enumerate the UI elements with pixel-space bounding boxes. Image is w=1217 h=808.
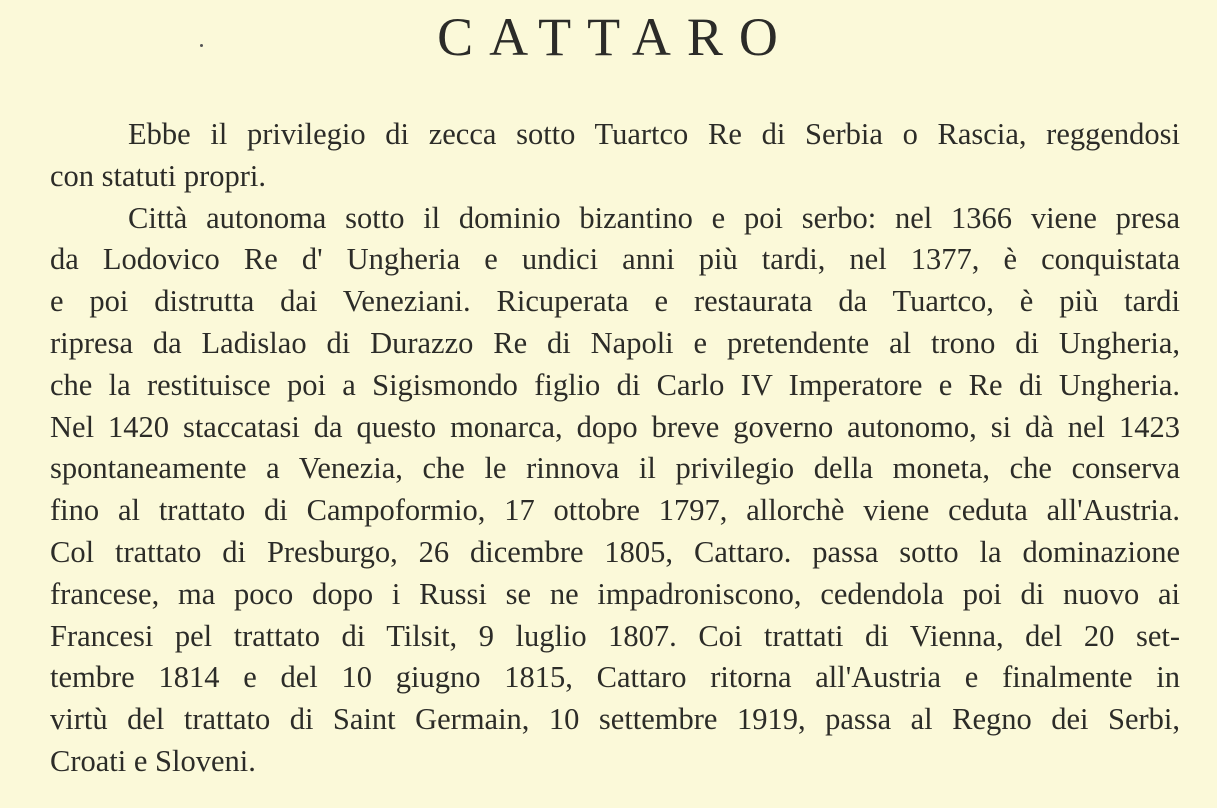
text-line: francese, ma poco dopo i Russi se ne impadroniscono, cedendola poi di nuovo ai [50,576,1180,611]
text-line: tembre 1814 e del 10 giugno 1815, Cattaro ritorna all'Austria e finalmente in [50,660,1180,695]
text-line: con statuti propri. [50,158,267,193]
page-title: CATTARO [437,7,794,67]
print-speck [200,44,203,47]
body-text [50,114,1180,783]
text-line: ripresa da Ladislao di Durazzo Re di Napoli e pretendente al trono di Ungheria, [50,325,1180,360]
text-line: Croati e Sloveni. [50,743,256,778]
text-line: virtù del trattato di Saint Germain, 10 settembre 1919, passa al Regno dei Serbi, [50,702,1180,737]
text-line: da Lodovico Re d' Ungheria e undici anni più tardi, nel 1377, è conquistata [50,242,1180,277]
text-line: Nel 1420 staccatasi da questo monarca, dopo breve governo autonomo, si dà nel 1423 [50,409,1180,444]
text-line: Ebbe il privilegio di zecca sotto Tuartco Re di Serbia o Rascia, reggendosi [128,117,1180,151]
text-line: Col trattato di Presburgo, 26 dicembre 1805, Cattaro. passa sotto la dominazione [50,534,1180,569]
paragraph-2 [50,198,1180,783]
text-line: e poi distrutta dai Veneziani. Ricuperata e restaurata da Tuartco, è più tardi [50,284,1180,319]
paragraph-1 [50,114,1180,198]
text-line: Francesi pel trattato di Tilsit, 9 luglio 1807. Coi trattati di Vienna, del 20 set- [50,618,1180,653]
text-line: fino al trattato di Campoformio, 17 ottobre 1797, allorchè viene ceduta all'Austria. [50,493,1180,528]
text-line: che la restituisce poi a Sigismondo figlio di Carlo IV Imperatore e Re di Ungheria. [50,367,1180,402]
text-line: Città autonoma sotto il dominio bizantino e poi serbo: nel 1366 viene presa [128,200,1180,235]
text-line: spontaneamente a Venezia, che le rinnova il privilegio della moneta, che conserva [50,451,1180,486]
